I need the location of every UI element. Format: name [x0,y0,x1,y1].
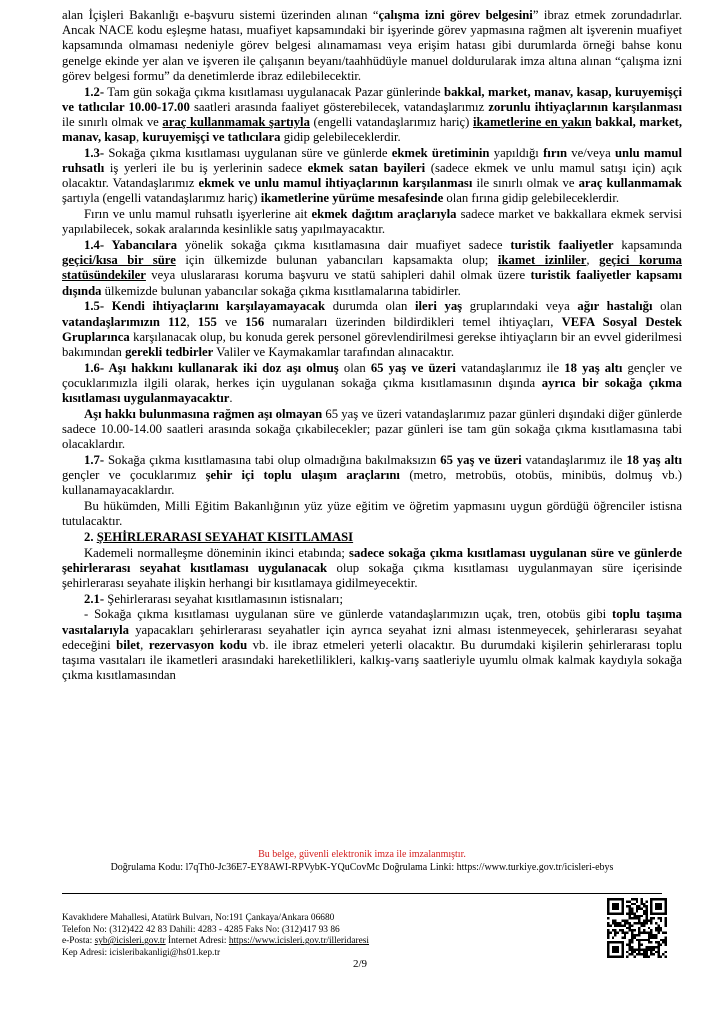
text-run: alan İçişleri Bakanlığı e-başvuru sistemi üzerinden alınan “ [62,8,379,22]
text-run: ayrıca bir sokağa çıkma kısıtlaması uygulanmayacaktır [62,375,683,406]
web-link[interactable]: https://www.icisleri.gov.tr/illeridaresi [228,936,370,947]
text-run: , [140,637,149,652]
text-run: ekmek dağıtım araçlarıyla [311,207,457,222]
text-run: veya uluslararası koruma başvuru ve statü sahipleri dahil olmak üzere [145,268,531,283]
text-run: olan [652,299,682,314]
paragraph-2-1 [62,592,682,607]
text-run: ekmek ve unlu mamul ihtiyaçlarının karşılanması [198,176,473,191]
paragraph-work-permit [62,8,682,84]
text-run: ile sınırlı olmak ve [62,114,163,129]
text-run: yapıldığı [489,145,544,160]
paragraph-travel-exception [62,607,682,683]
text-run: ikamet izinliler [497,253,587,268]
text-run: zorunlu ihtiyaçlarının karşılanması [488,99,682,114]
text-run: 18 yaş altı [564,360,623,375]
text-run: , [186,314,198,329]
text-run: olup sokağa çıkma kısıtlaması uygulanmayan süre içerisinde şehirlerarası seyahate ilişkin herhangi bir kısıtlamaya gidilmeyecektir. [62,560,683,591]
text-run: Şehirlerarası seyahat kısıtlamasının istisnaları; [104,591,343,606]
text-run: toplu taşıma vasıtalarıyla [62,607,683,637]
text-run: şehir içi toplu ulaşım araçlarını [205,468,400,483]
text-run: ile sınırlı olmak ve [472,176,579,191]
text-run: ve [216,314,246,329]
text-run: ” ibraz etmek zorundadırlar. Ancak NACE kodu eşleşme hatası, muafiyet kapsamındaki bir işyerinde görev yapmasına rağmen alt işverenin muafiyet kapsamında olmaması nedeniyle görev belgesi alınamaması veya erişim hatası gibi durumlarda örneği bahse konu genelge ekinde yer alan ve işveren ile çalışanın beyanı/taahhüdüyle manuel doldurularak imza altına alınan “çalışma izni görev belgesi formu” da denetimlerde ibraz edilebilecektir. [62,8,682,83]
text-run: olan fırına gidip gelebileceklerdir. [443,191,620,206]
text-run: 18 yaş altı [626,452,682,467]
text-run: 1.7- [84,452,105,467]
text-run: VEFA Sosyal Destek Gruplarınca [62,314,682,344]
text-run: Bu hükümden, Milli Eğitim Bakanlığının yüz yüze eğitim ve öğretim yapmasını uygun gördüğü öğrenciler istisna tutulacaktır. [62,499,682,529]
paragraph-exception-students [62,499,682,529]
text-run: vb. ile ibraz etmeleri yeterli olacaktır. Bu durumdaki kişilerin şehirlerarası toplu taşıma vasıtaları ile ikametleri arasındaki hareketlilikleri, kalkış-varış saatleriyle uyumlu olmak kalmak kaydıyla sokağa çıkma kısıtlamasından [62,637,683,683]
text-run: (engelli vatandaşlarımız hariç) [309,114,474,129]
text-run: gençler ve çocuklarımızla ilgili olarak, herkes için uygulanan sokağa çıkma kısıtlamasının dışında [62,360,682,390]
text-run: Sokağa çıkma kısıtlamasına tabi olup olmadığına bakılmaksızın [104,452,441,467]
paragraph-1-6 [62,361,682,407]
text-run: Tam gün sokağa çıkma kısıtlaması uygulanacak Pazar günlerinde [104,84,445,99]
web-label: İnternet Adresi: [165,936,229,947]
text-run: Valiler ve Kaymakamlar tarafından alınacaktır. [213,344,455,359]
text-run: 1.5- Kendi ihtiyaçlarını karşılayamayacak [84,299,326,314]
text-run: sadece market ve bakkallara ekmek servisi yapılabilecek, sokak aralarında kesinlikle satış yapılmayacaktır. [62,207,682,237]
text-run: vatandaşlarımız ile [521,452,627,467]
text-run: bakkal, market, manav, kasap, kuruyemişçi ve tatlıcılar 10.00-17.00 [62,84,682,114]
paragraph-bread-delivery [62,207,682,237]
text-run: geçici koruma statüsündekiler [62,253,682,283]
text-run: . [229,391,233,406]
text-run: unlu mamul ruhsatlı [62,145,682,176]
text-run: , [586,253,600,268]
paragraph-1-7 [62,453,682,499]
text-run: yapacakları şehirlerarası seyahatler için ayrıca seyahat izni alması istenmeyecek, şehirlerarası seyahat edeceğini [62,622,682,652]
text-run: vatandaşlarımızın 112 [62,314,187,329]
e-signature-notice: Bu belge, güvenli elektronik imza ile imzalanmıştır. [258,849,466,860]
text-run: numaraları üzerinden bildirdikleri temel ihtiyaçları, [264,314,562,329]
text-run: durumda olan [325,299,415,314]
verification-code: Doğrulama Kodu: l7qTh0-Jc36E7-EY8AWI-RPVybK-YQuCovMc Doğrulama Linki: https://www.turkiye.gov.tr/icisleri-ebys [110,862,614,873]
paragraph-1-3 [62,146,682,207]
text-run: ülkemizde bulunan yabancılar sokağa çıkma kısıtlamalarına tabidirler. [101,283,461,298]
text-run: araç kullanmamak şartıyla [162,114,310,129]
text-run: saatleri arasında faaliyet gösterebilecek, vatandaşlarımız [189,99,489,114]
footer-divider [62,893,662,894]
text-run: (sadece ekmek ve unlu mamul satışı için) açık olacaktır. Vatandaşlarımız [62,161,682,191]
text-run: turistik faaliyetler kapsamı dışında [62,268,683,298]
text-run: turistik faaliyetler [510,238,614,253]
text-run: ekmek satan bayileri [307,161,426,176]
paragraph-1-5 [62,299,682,360]
text-run: ağır hastalığı [577,299,653,314]
text-run: ŞEHİRLERARASI SEYAHAT KISITLAMASI [96,529,354,544]
text-run: gerekli tedbirler [125,344,214,359]
text-run: çalışma izni görev belgesini [378,8,533,22]
verification-block [0,848,724,874]
text-run: Kademeli normalleşme döneminin ikinci etabında; [84,545,350,560]
text-run: fırın [543,145,568,160]
paragraph-1-4 [62,238,682,299]
text-run: kuruyemişçi ve tatlıcılara [142,130,281,145]
text-run: geçici/kısa bir süre [62,253,176,268]
document-body [62,8,682,684]
text-run: yönelik sokağa çıkma kısıtlamasına dair muafiyet sadece [177,238,511,253]
text-run: 2.1- [84,591,105,606]
text-run: vatandaşlarımız ile [455,360,565,375]
kep-line: Kep Adresi: icisleribakanligi@hs01.kep.tr [62,947,221,958]
text-run: bilet [116,637,141,652]
text-run: 156 [245,314,265,329]
text-run: 1.4- Yabancılara [84,238,178,253]
text-run: (metro, metrobüs, otobüs, minibüs, dolmuş vb.) kullanamayacaklardır. [62,468,682,498]
contact-line [62,936,369,948]
text-run: 2. [84,529,97,544]
text-run: Aşı hakkı bulunmasına rağmen aşı olmayan [84,406,323,421]
text-run: 65 yaş ve üzeri [370,360,456,375]
text-run: ikametlerine en yakın [473,114,592,129]
address-line: Kavaklıdere Mahallesi, Atatürk Bulvarı, No:191 Çankaya/Ankara 06680 [62,913,335,923]
text-run: ekmek üretiminin [391,145,490,160]
text-run: ikametlerine yürüme mesafesinde [260,191,444,206]
page-number: 2/9 [352,958,368,970]
text-run: iş yerleri ile bu iş yerlerinin sadece [104,161,308,176]
text-run: rezervasyon kodu [148,637,248,652]
text-run: araç kullanmamak [578,176,682,191]
text-run: 65 yaş ve üzeri vatandaşlarımız pazar günleri dışındaki diğer günlerde sadece 10.00-14.00 saatleri arasında sokağa çıkabilecekler; pazar günleri ise tam gün sokağa çıkma kısıtlamasına tabi olacaklardır. [62,406,682,452]
email-label: e-Posta: [62,936,95,947]
paragraph-1-2 [62,85,682,146]
email-link[interactable]: syb@icisleri.gov.tr [94,936,166,947]
text-run: Sokağa çıkma kısıtlaması uygulanan süre ve günlerde [104,145,392,160]
text-run: - Sokağa çıkma kısıtlaması uygulanan süre ve günlerde vatandaşlarımızın uçak, tren, otobüs gibi [84,607,612,622]
text-run: olan [338,360,371,375]
paragraph-unvaccinated [62,407,682,453]
text-run: 1.2- [84,84,105,99]
phone-line: Telefon No: (312)422 42 83 Dahili: 4283 - 4285 Faks No: (312)417 93 86 [62,924,340,935]
text-run: bakkal, market, manav, kasap [62,114,683,145]
text-run: 65 yaş ve üzeri [440,452,522,467]
footer-address-block [62,913,369,959]
text-run: 1.6- Aşı hakkını kullanarak iki doz aşı olmuş [84,360,339,375]
text-run: gruplarındaki veya [462,299,578,314]
text-run: kapsamında [613,238,682,253]
text-run: sadece sokağa çıkma kısıtlaması uygulanan süre ve günlerde şehirlerarası seyahat kısıtlaması uygulanacak [62,545,683,575]
text-run: şartıyla (engelli vatandaşlarımız hariç) [62,191,261,206]
text-run: 1.3- [84,145,105,160]
text-run: için ülkemizde bulunan yabancıları kapsamakta olup; [175,253,498,268]
qr-code-icon [607,898,667,958]
text-run: gidip gelebileceklerdir. [280,130,401,145]
text-run: , [136,130,143,145]
text-run: ve/veya [567,145,615,160]
text-run: Fırın ve unlu mamul ruhsatlı işyerlerine ait [84,207,312,222]
section-heading-2 [62,530,682,545]
text-run: ileri yaş [415,299,463,314]
text-run: 155 [197,314,217,329]
text-run: karşılanacak olup, bu konuda gerek personel görevlendirilmesi gerekse ihtiyaçların bir an evvel giderilmesi bakımından [62,329,682,359]
paragraph-normalization [62,546,682,592]
text-run: gençler ve çocuklarımız [62,468,206,483]
